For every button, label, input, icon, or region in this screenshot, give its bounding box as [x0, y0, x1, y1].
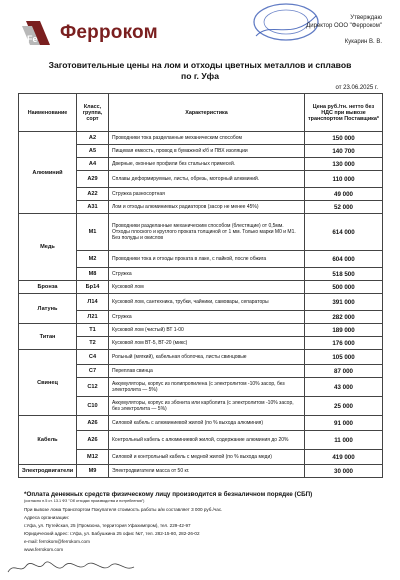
description-cell: Лом и отходы алюминиевых радиаторов (засор не менее 45%) — [109, 201, 305, 214]
description-cell: Дверные, оконные профили без стальных примесей. — [109, 158, 305, 171]
grade-cell: А2 — [77, 132, 109, 145]
table-header-row — [19, 94, 383, 132]
grade-cell: А29 — [77, 171, 109, 188]
grade-cell: Л14 — [77, 294, 109, 311]
price-cell: 43 000 — [305, 378, 383, 397]
description-cell: Переплав свинца — [109, 365, 305, 378]
table-row — [19, 416, 383, 431]
description-cell: Аккумуляторы, корпус из полипропилена (с электролитом -10% засор, без электролита — 5%) — [109, 378, 305, 397]
header-grade: Класс, группа, сорт — [77, 94, 109, 132]
description-cell: Электродвигатели масса от 50 кг. — [109, 465, 305, 478]
header-name: Наименование — [19, 94, 77, 132]
price-cell: 391 000 — [305, 294, 383, 311]
header-description: Характеристика — [109, 94, 305, 132]
company-logo — [20, 18, 158, 48]
grade-cell: С12 — [77, 378, 109, 397]
price-cell: 176 000 — [305, 337, 383, 350]
price-cell: 91 000 — [305, 416, 383, 431]
grade-cell: С7 — [77, 365, 109, 378]
metal-name: Титан — [19, 324, 77, 350]
price-cell: 140 700 — [305, 145, 383, 158]
grade-cell: А4 — [77, 158, 109, 171]
logo-mark-icon — [20, 18, 54, 48]
price-cell: 130 000 — [305, 158, 383, 171]
grade-cell: А31 — [77, 201, 109, 214]
metal-name: Алюминий — [19, 132, 77, 214]
price-cell: 419 000 — [305, 450, 383, 465]
price-cell: 49 000 — [305, 188, 383, 201]
table-row — [19, 294, 383, 311]
description-cell: Контрольный кабель с алюминиевой жилой, содержание алюминия до 20% — [109, 431, 305, 450]
price-cell: 282 000 — [305, 311, 383, 324]
document-date: от 23.06.2025 г. — [335, 85, 378, 91]
table-row — [19, 350, 383, 365]
description-cell: Пищевая емкость, провод в бумажной к/б и ПВХ изоляции — [109, 145, 305, 158]
price-cell: 500 000 — [305, 281, 383, 294]
metal-name: Бронза — [19, 281, 77, 294]
svg-text:Fe: Fe — [27, 34, 38, 44]
grade-cell: Т2 — [77, 337, 109, 350]
price-cell: 604 000 — [305, 251, 383, 268]
description-cell: Рольный (мягкий), кабельная оболочка, листы свинцовые — [109, 350, 305, 365]
price-cell: 105 000 — [305, 350, 383, 365]
price-table — [18, 93, 383, 478]
approval-name: Кукарин В. В. — [344, 39, 382, 45]
description-cell: Кусковой лом ВТ-5, ВТ-20 (микс) — [109, 337, 305, 350]
table-row — [19, 132, 383, 145]
footer-line: e-mail: ferrokom@ferrokom.com — [24, 539, 90, 545]
grade-cell: М12 — [77, 450, 109, 465]
company-name: Ферроком — [60, 22, 158, 43]
document-title — [20, 60, 380, 82]
grade-cell: Т1 — [77, 324, 109, 337]
description-cell: Сплавы деформируемые, листы, обрезь, моторный алюминий. — [109, 171, 305, 188]
footer-line: Адреса организации: — [24, 515, 70, 521]
table-row — [19, 324, 383, 337]
price-cell: 25 000 — [305, 397, 383, 416]
price-cell: 110 000 — [305, 171, 383, 188]
description-cell: Кусковой лом, сантехника, трубки, чайники, самовары, сепараторы — [109, 294, 305, 311]
metal-name: Медь — [19, 214, 77, 281]
metal-name: Электродвигатели — [19, 465, 77, 478]
price-cell: 87 000 — [305, 365, 383, 378]
grade-cell: А22 — [77, 188, 109, 201]
payment-note: *Оплата денежных средств физическому лицу производится в безналичном порядке (СБП) — [24, 491, 313, 498]
grade-cell: М1 — [77, 214, 109, 251]
description-cell: Силовой и контрольный кабель с медной жилой (по % выхода меди) — [109, 450, 305, 465]
price-cell: 30 000 — [305, 465, 383, 478]
table-row — [19, 281, 383, 294]
grade-cell: Л21 — [77, 311, 109, 324]
footer-line: г.Уфа, ул. Путейская, 25 (Промзона, территория Уфахимпром), тел. 229-42-97 — [24, 523, 191, 529]
price-cell: 150 000 — [305, 132, 383, 145]
title-line-2: по г. Уфа — [181, 71, 219, 81]
description-cell: Проводники тока разделанные механическим способом — [109, 132, 305, 145]
table-row — [19, 465, 383, 478]
table-row — [19, 214, 383, 251]
grade-cell: Бр14 — [77, 281, 109, 294]
grade-cell: А26 — [77, 416, 109, 431]
metal-name: Свинец — [19, 350, 77, 416]
approval-role: Директор ООО "Ферроком" — [306, 23, 382, 29]
header-price: Цена руб./тн. нетто без НДС при вывозе транспортом Поставщика* — [305, 94, 383, 132]
price-cell: 614 000 — [305, 214, 383, 251]
metal-name: Латунь — [19, 294, 77, 324]
description-cell: Аккумуляторы, корпус из эбонита или карболита (с электролитом -10% засор, без электролита — 5%) — [109, 397, 305, 416]
grade-cell: М8 — [77, 268, 109, 281]
approval-title: Утверждаю — [350, 15, 382, 21]
price-cell: 189 000 — [305, 324, 383, 337]
grade-cell: М2 — [77, 251, 109, 268]
description-cell: Стружка разносортная — [109, 188, 305, 201]
title-line-1: Заготовительные цены на лом и отходы цветных металлов и сплавов — [48, 60, 352, 70]
description-cell: Стружка — [109, 268, 305, 281]
contacts-block — [24, 506, 374, 555]
price-cell: 11 000 — [305, 431, 383, 450]
handwritten-signature — [6, 560, 146, 576]
description-cell: Проводники разделанные механическим способом (блестящие) от 0,5мм. Отходы плоского и круглого проката толщиной от 1 мм. Только марки М0 и М1. Без полуды и окислов — [109, 214, 305, 251]
payment-note-law: (согласно п.5 ст. 13.1 ФЗ "Об отходах производства и потребления") — [24, 499, 145, 503]
description-cell: Кусковой лом — [109, 281, 305, 294]
metal-name: Кабель — [19, 416, 77, 465]
description-cell: Стружка — [109, 311, 305, 324]
grade-cell: С10 — [77, 397, 109, 416]
grade-cell: А26 — [77, 431, 109, 450]
footer-line: www.ferrokom.com — [24, 547, 64, 553]
table-body — [19, 132, 383, 478]
footer-line: Юридический адрес: г.Уфа, ул. Бабушкина 25 офис №7, тел. 282-15-80, 282-26-02 — [24, 531, 200, 537]
description-cell: Кусковой лом (чистый) ВТ 1-00 — [109, 324, 305, 337]
description-cell: Проводники тока и отходы проката в лаке, с пайкой, после обжига — [109, 251, 305, 268]
description-cell: Силовой кабель с алюминиевой жилой (по % выхода алюминия) — [109, 416, 305, 431]
grade-cell: М9 — [77, 465, 109, 478]
price-cell: 518 500 — [305, 268, 383, 281]
approval-block — [232, 14, 382, 46]
grade-cell: С4 — [77, 350, 109, 365]
footer-line: При вывозе лома Транспортом Покупателя стоимость работы а/м составляет 3 000 руб./час. — [24, 507, 223, 512]
price-cell: 52 000 — [305, 201, 383, 214]
grade-cell: А5 — [77, 145, 109, 158]
